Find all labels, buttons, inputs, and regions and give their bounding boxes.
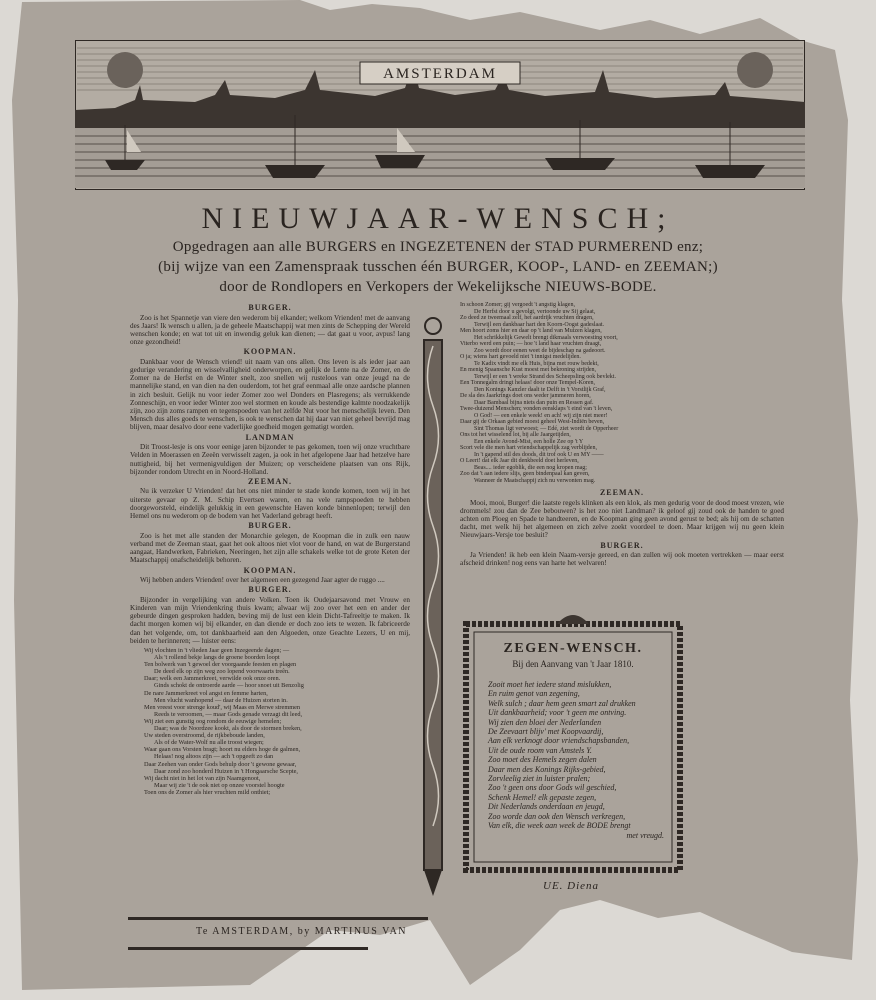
verse-line: Daar Zeehen van onder Gods behulp door 't gewone gewaar, xyxy=(144,760,297,768)
verse-line: Als of de Water-Wolf nu alle troost wiegen; xyxy=(154,739,264,747)
signoff: UE. Diena xyxy=(543,880,600,892)
vertical-ornament-column xyxy=(420,316,446,901)
poem-line: Daar men des Konings Rijks-gebied, xyxy=(488,764,606,774)
speech-paragraph: Zoo is het met alle standen der Monarchie gelegen, de Koopman die in zulk een nauw verband met de Zeeman staat, gaat het ook altoos niet vlot voor de hand, en wat de Burgerstand aangaat, Handwerken, Fabrieken, Neeringen, het zijn alle schakels welke tot de grote Keten der Maatschappij onafscheidelijk behoren. xyxy=(130,531,410,565)
verse-line: Te Kadix vindt me elk Huis, bijna met rouw bedekt, xyxy=(474,360,599,367)
verse-line: Daar zond zoo honderd Huizen in 't Hongaarsche Scepte, xyxy=(154,767,298,775)
verse-line: Zoo dat 't aan iedere slijs, geen bindenpaal kan geven, xyxy=(460,471,590,477)
verse-line: Men vreest voor strenge koud', wij Maas en Merwe stremmen xyxy=(144,703,301,711)
left-column-dialogue xyxy=(130,302,410,796)
verse-line: En menig Spaansche Kust moest met bekroning strijden, xyxy=(460,367,596,373)
speaker-label: KOOPMAN. xyxy=(243,565,297,575)
bottom-rule xyxy=(128,947,368,950)
verse-line: O ja; wiens hart gevoeld niet 't innigst medelijden. xyxy=(460,354,581,360)
speech-paragraph: Dit Troost-lesje is ons voor eenige jaren bijzonder te pas gekomen, toen wij onze vruchtbare Velden in Moerassen en Zeeën verwisselt zagen, ja ook in het afgelopene Jaar had hetzelve hare nuttigheid, bij het vermenigvuldigen der Muizen; op verscheidene plaatsen van ons Rijk, bijzonder rondom Utrecht en in Noord-Holland. xyxy=(130,443,410,476)
poem-line: Zoo moet des Hemels zegen dalen xyxy=(488,755,597,765)
verse-line: De nare Jammerkreet vol angst en femme harten, xyxy=(144,689,268,697)
verse-line: Zoo wordt door eenen weet de bijdeschap na gadeoort. xyxy=(474,347,606,354)
verse-line: Sint Thomas ligt verwoest; — Edé, ziet wordt de Opperheer xyxy=(474,425,619,432)
top-rule xyxy=(128,917,428,920)
verse-line: Ten bolwerk van 't gewoel der voorgaande feesten en plagen xyxy=(144,661,297,669)
verse-line: Men hoort zoms hier en daar op 't land van Muizen klagen, xyxy=(460,328,602,334)
poem-line: Van elk, die week aan week de BODE brengt xyxy=(488,821,631,831)
verse-line: Reeds te veroomen, — maar Gods genade verzagt dit leed, xyxy=(154,710,303,718)
verse-line: Ginds schokt de ontroerde aarde — hoor snoet uit Benzolig xyxy=(154,682,304,690)
verse-line: O God! — een enkele week! en ach! wij zijn niet meer! xyxy=(474,412,608,419)
page-title: NIEUWJAAR-WENSCH; xyxy=(201,202,675,235)
verse-line: Beas.... ieder egoblik, die een nog kropen mag; xyxy=(474,464,587,471)
speaker-label: ZEEMAN. xyxy=(247,476,293,486)
verse-line: De Herfst door u gevolgt, vertoonde uw Sij gelaat, xyxy=(474,308,596,315)
verse-line: De sla des Jaarkrings doet ons weder jammeren horen, xyxy=(460,393,591,399)
verse-line: Daar gij de Orkaan gebied moest geheel West-Indiën beven, xyxy=(460,419,605,425)
poem-line: En ruim genot van zegening, xyxy=(488,689,580,699)
verse-line: Daar; was de Noordzee kookt, als door de stormen breken, xyxy=(154,725,302,733)
verse-line: Den Konings Kanzler daalt te Delft in 't Vorstlijk Graf, xyxy=(474,386,606,393)
subtitle-dialogue: (bij wijze van een Zamenspraak tusschen één BURGER, KOOP-, LAND- en ZEEMAN;) xyxy=(158,259,718,275)
verse-line: Scort vele die men hart vriendschappelijk zag verblijden, xyxy=(460,445,597,451)
right-verse xyxy=(460,302,784,484)
poem-line: Aan elk verknogt door vriendschapsbanden, xyxy=(488,736,630,746)
poem-line: Uit dankbaarheid; voor 't geen me ontving. xyxy=(488,708,627,718)
verse-line: Twee-duizend Menschen; vonden eensklaps 't eind van 't leven, xyxy=(460,406,613,412)
poem-line: met vreugd. xyxy=(626,830,664,840)
right-column-dialogue xyxy=(460,302,784,567)
verse-line: Ons tot het wisselend lot, bij alle Jaargetijden, xyxy=(460,432,571,438)
imprint: Te AMSTERDAM, by MARTINUS VAN xyxy=(196,926,408,937)
speech-paragraph: Wij hebben anders Vrienden! over het algemeen een gezegend Jaar agter de ruggo .... xyxy=(140,576,385,585)
verse-line: Een Tonnegalm dringt helaas! door onze Tempel-Koren, xyxy=(460,380,596,386)
banner-city-name: AMSTERDAM xyxy=(383,66,497,82)
verse-line: Daar Bambaal bijna niets dan puin en Ressen gaf. xyxy=(474,399,594,406)
verse-line: Wanneer de Maatschappij zich nu verwonten mag. xyxy=(474,477,596,484)
verse-line: In schoon Zomer; gij vergoedt 't angstig klagen, xyxy=(460,302,575,308)
speech-paragraph: Nu ik verzeker U Vrienden! dat het ons niet minder te stade konde komen, toen wij in het uiterste gevaar op Z. M. Schip Evertsen waren, en na vele rampspoeden te hebben doorgeworsteld, eindelijk gelukkig in een gewenschte Haven konde binnenlopen; terwijl den Hemel ons nu wederom op de bodem van het Vaderland gebragt heeft. xyxy=(130,487,410,521)
zegen-subtitle: Bij den Aanvang van 't Jaar 1810. xyxy=(512,659,634,669)
speech-paragraph: Mooi, mooi, Burger! die laatste regels klinken als een klok, als men gedurig voor de dood moest vrezen, wie drommels! zou dan de Zee bebouwen? is het zoo niet Landman? ik geloof gij zoud ook de handen te goed achten om Ploeg en Spade te handteeren, en de Koopman ging geen avond gerust te bed; als hij om de schatten dacht, met welk hij het algemeen en zich zelve zoekt voordeel te doen. Maar krijgen wij nu geen klein Nieuwjaars-Versje toe besluit? xyxy=(460,498,784,540)
speaker-label: BURGER. xyxy=(248,585,292,595)
poem-line: Uit de oude room van Amstels Y. xyxy=(488,745,592,755)
verse-line: Helaas! nog altoos zijn — ach 't opgeeft zo dan xyxy=(154,753,274,761)
poem-line: Wij zien den bloei der Nederlanden xyxy=(488,717,602,727)
poem-line: Zooit moet het iedere stand mislukken, xyxy=(488,680,612,689)
speech-paragraph: Ja Vrienden! ik heb een klein Naam-versje gereed, en dan zullen wij ook moeten vertrekken — maar eerst afscheid drinken! nog eens van harte het welvaren! xyxy=(460,551,784,568)
speaker-label: LANDMAN xyxy=(245,432,295,442)
verse-line: Waar gaan ons Vorsten bragt; hoort nu elders hoge de galmen, xyxy=(144,746,301,754)
city-arms-right-icon xyxy=(737,52,773,88)
speaker-label: BURGER. xyxy=(248,303,292,312)
verse-line: Toen ons de Zomer als hier vruchten mild onthiet; xyxy=(144,788,271,796)
speaker-label: KOOPMAN. xyxy=(243,347,297,357)
verse-line: Zo deed ze tweemaal zelf, het aardrijk vruchten dragen, xyxy=(460,315,594,321)
poem-line: De Zeevaart blijv' met Koopvaardij, xyxy=(488,727,604,737)
verse-line: O Leert! dat elk Jaar dit denkbeeld doet herleven, xyxy=(460,458,579,464)
speech-paragraph: Zoo is het Spannetje van viere den wederom bij elkander; welkom Vrienden! met de aanvang des Jaars! Ik wensch u allen, ja de geheele Maatschappij wat men zints de Schepping der Wereld wenschen konde; en wat tot uit en inwendig geluk kan dienen; — dat gaat u voor, avpus! lang onze gezondheid! xyxy=(130,313,410,347)
verse-line: Het schrikkelijk Gewelt brengt dikmaals verwoesting voort, xyxy=(474,334,618,341)
poem-line: Dit Nederlands onderdaan en jeugd, xyxy=(488,802,605,812)
poem-line: Zorvleelig ziet in luister pralen; xyxy=(488,774,591,784)
poem-line: Zoo worde dan ook den Wensch verkregen, xyxy=(488,811,626,821)
subtitle-dedication: Opgedragen aan alle BURGERS en INGEZETENEN der STAD PURMEREND enz; xyxy=(172,239,704,255)
urn-ornament-icon xyxy=(557,615,589,624)
speaker-label: BURGER. xyxy=(248,521,292,531)
verse-line: Uw steden overstroomd, de rijkbeboude landen, xyxy=(144,732,265,740)
verse-line: Als 't rollend bekje langs de groene boorden loopt xyxy=(154,654,280,662)
left-verse xyxy=(130,647,410,796)
verse-line: Maar wij zie 't de ook niet op onzee voorstel hoogte xyxy=(154,781,285,789)
verse-line: De deed elk op zijn weg zoo lopend voorwaarts treên. xyxy=(154,668,290,676)
zegen-wensch-poem xyxy=(482,640,664,840)
verse-line: Terwijl er een 't wreke Strand des Scheepsling ook bevlekt. xyxy=(474,373,616,380)
city-arms-left-icon xyxy=(107,52,143,88)
verse-line: Wij vlochten in 't vlieden Jaar geen Inzegeende dagen; — xyxy=(144,647,290,654)
zegen-title: ZEGEN-WENSCH. xyxy=(503,641,643,656)
speech-paragraph: Dankbaar voor de Wensch vriend! uit naam van ons allen. Ons leven is als ieder jaar aan gedurige verandering en wisselvalligheid onderworpen, en gelijk de Lente na de Zomer, en de Zomer na de Herfst en de Winter snelt, zoo snellen wij rusteloos van onze jeugd na de mannelijke stand, en van dien na den ouderdom, tot het graf eenmaal alle onze aardsche plannen in zich besluit. Gelijk nu voor ieder Zomer zoo wel Donders en Plasregens; als verrukkende Zonneschijn, en voor ieder Winter zoo wel stormen en koude als bestendige kalmte noodzakelijk zijn, zoo zijn zoms rampen en tegenspoeden van het zelfde Nut voor het menschelijk leven. Den Mensch dus alles goeds te wenschen, is ook te wenschen dat hij daar van niet geheel bevrijd mag blijven, maar desalvo door eene vaderlijke goedheid mogen gematigt worden. xyxy=(130,357,410,432)
verse-line: Een enkele Avond-Mist, een holle Zee op 't Y xyxy=(474,438,584,445)
verse-line: Viterbo werd een puin; — hoe 't land haar vruchten draagt, xyxy=(460,341,602,347)
speaker-label: BURGER. xyxy=(600,540,644,550)
verse-line: In 't gapend stil des doods, dit trof ook U en MY —— xyxy=(474,451,604,458)
verse-line: Wij ziet een gunstig oog rondom de eeuwige hemelen; xyxy=(144,717,282,725)
poem-line: Schenk Hemel! elk gepaste zegen, xyxy=(488,792,597,802)
speaker-label: ZEEMAN. xyxy=(599,488,645,497)
poem-line: Welk sulch ; daar hem geen smart zal drukken xyxy=(488,698,636,708)
verse-line: Daar; welk een Jammerkreet, verwilde ook onze oren. xyxy=(144,675,281,683)
subtitle-publisher: door de Rondlopers en Verkopers der Wekelijksche NIEUWS-BODE. xyxy=(219,279,657,295)
zegen-lines xyxy=(482,680,664,840)
verse-line: Wij dacht niet in het lot van zijn Naamgenoot, xyxy=(144,774,261,782)
verse-line: Men vlucht wanhopend — daar de Huizen storten in. xyxy=(154,696,288,704)
speech-paragraph: Bijzonder in vergelijking van andere Volken. Toen ik Oudejaarsavond met Vrouw en Kinderen van mijn Vriendenkring thuis kwam; alwaar wij zoo over het een en ander der gebeurde dingen gesproken hadden, beving mij de lust een klein Dicht-Tafreeltje te maken. Ik dacht morgen komen wij bij elkander, en dan diende er doch zoo iets te wezen. Ik fabriceerde dan het volgende, om, tot dankbaarheid aan den Algoeden, onze Geachte Lezers, U en mij, beiden te herinneren; — luister eens: xyxy=(130,595,410,645)
amsterdam-skyline-engraving xyxy=(75,40,805,190)
verse-line: Terwijl een dankbaar hart den Koorn-Oogst gadeslaat. xyxy=(474,321,605,328)
poem-line: Zoo 't geen ons door Gods wil geschied, xyxy=(488,783,617,793)
